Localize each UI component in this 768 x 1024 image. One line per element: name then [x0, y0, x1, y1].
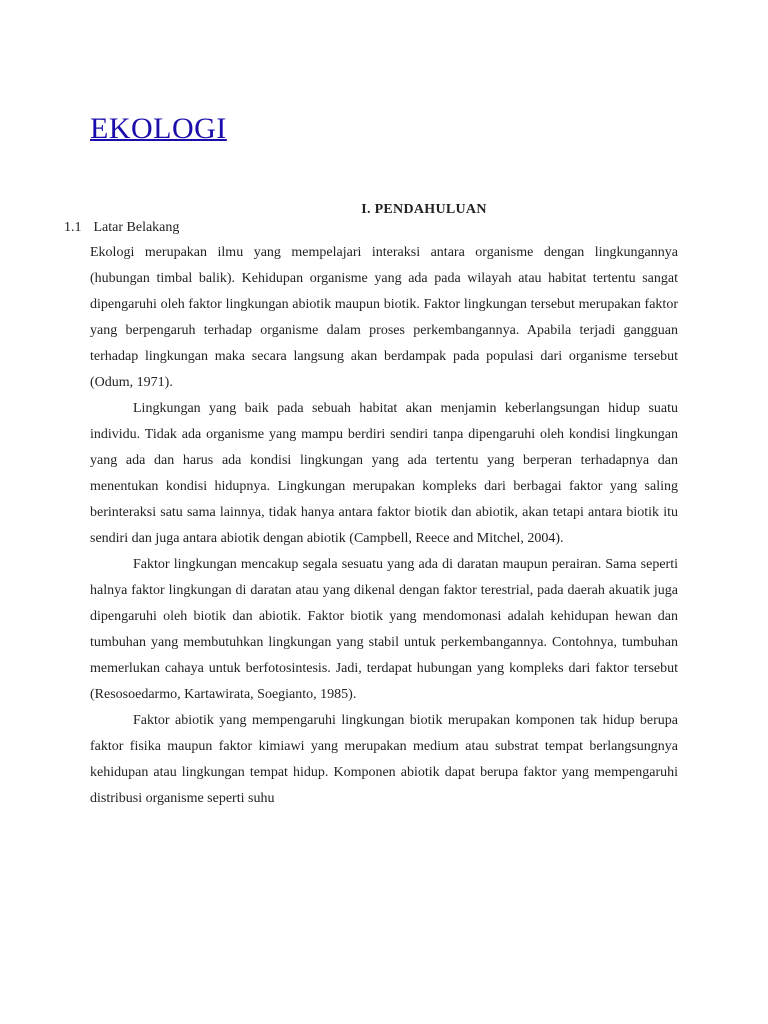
document-body — [90, 240, 678, 812]
document-title-link[interactable]: EKOLOGI — [90, 112, 227, 145]
paragraph: Faktor lingkungan mencakup segala sesuatu yang ada di daratan maupun perairan. Sama seperti halnya faktor lingkungan di daratan atau yang dikenal dengan faktor terestrial, pada daerah akuatik juga dipengaruhi oleh biotik dan abiotik. Faktor biotik yang mendomonasi adalah kehidupan hewan dan tumbuhan yang membutuhkan lingkungan yang stabil untuk perkembangannya. Contohnya, tumbuhan memerlukan cahaya untuk berfotosintesis. Jadi, terdapat hubungan yang kompleks dari faktor tersebut (Resosoedarmo, Kartawirata, Soegianto, 1985). — [90, 557, 678, 702]
section-heading — [64, 219, 179, 237]
paragraph: Lingkungan yang baik pada sebuah habitat akan menjamin keberlangsungan hidup suatu individu. Tidak ada organisme yang mampu berdiri sendiri tanpa dipengaruhi oleh kondisi lingkungan yang ada dan harus ada kondisi lingkungan yang ada tertentu yang berperan terhadapnya dan menentukan kondisi hidupnya. Lingkungan merupakan kompleks dari berbagai faktor yang saling berinteraksi satu sama lainnya, tidak hanya antara faktor biotik dan abiotik, akan tetapi antara biotik itu sendiri dan juga antara abiotik dengan abiotik (Campbell, Reece and Mitchel, 2004). — [90, 401, 678, 546]
section-number: 1.1 — [64, 220, 82, 235]
chapter-heading: I. PENDAHULUAN — [361, 202, 487, 217]
paragraph: Faktor abiotik yang mempengaruhi lingkungan biotik merupakan komponen tak hidup berupa faktor fisika maupun faktor kimiawi yang merupakan medium atau substrat tempat berlangsungnya kehidupan atau lingkungan tempat hidup. Komponen abiotik dapat berupa faktor yang mempengaruhi distribusi organisme seperti suhu — [90, 713, 678, 806]
section-title: Latar Belakang — [93, 220, 180, 235]
paragraph: Ekologi merupakan ilmu yang mempelajari interaksi antara organisme dengan lingkungannya (hubungan timbal balik). Kehidupan organisme yang ada pada wilayah atau habitat tertentu sangat dipengaruhi oleh faktor lingkungan abiotik maupun biotik. Faktor lingkungan tersebut merupakan faktor yang berpengaruh terhadap organisme dalam proses perkembangannya. Apabila terjadi gangguan terhadap lingkungan maka secara langsung akan berdampak pada populasi dari organisme tersebut (Odum, 1971). — [90, 245, 678, 390]
